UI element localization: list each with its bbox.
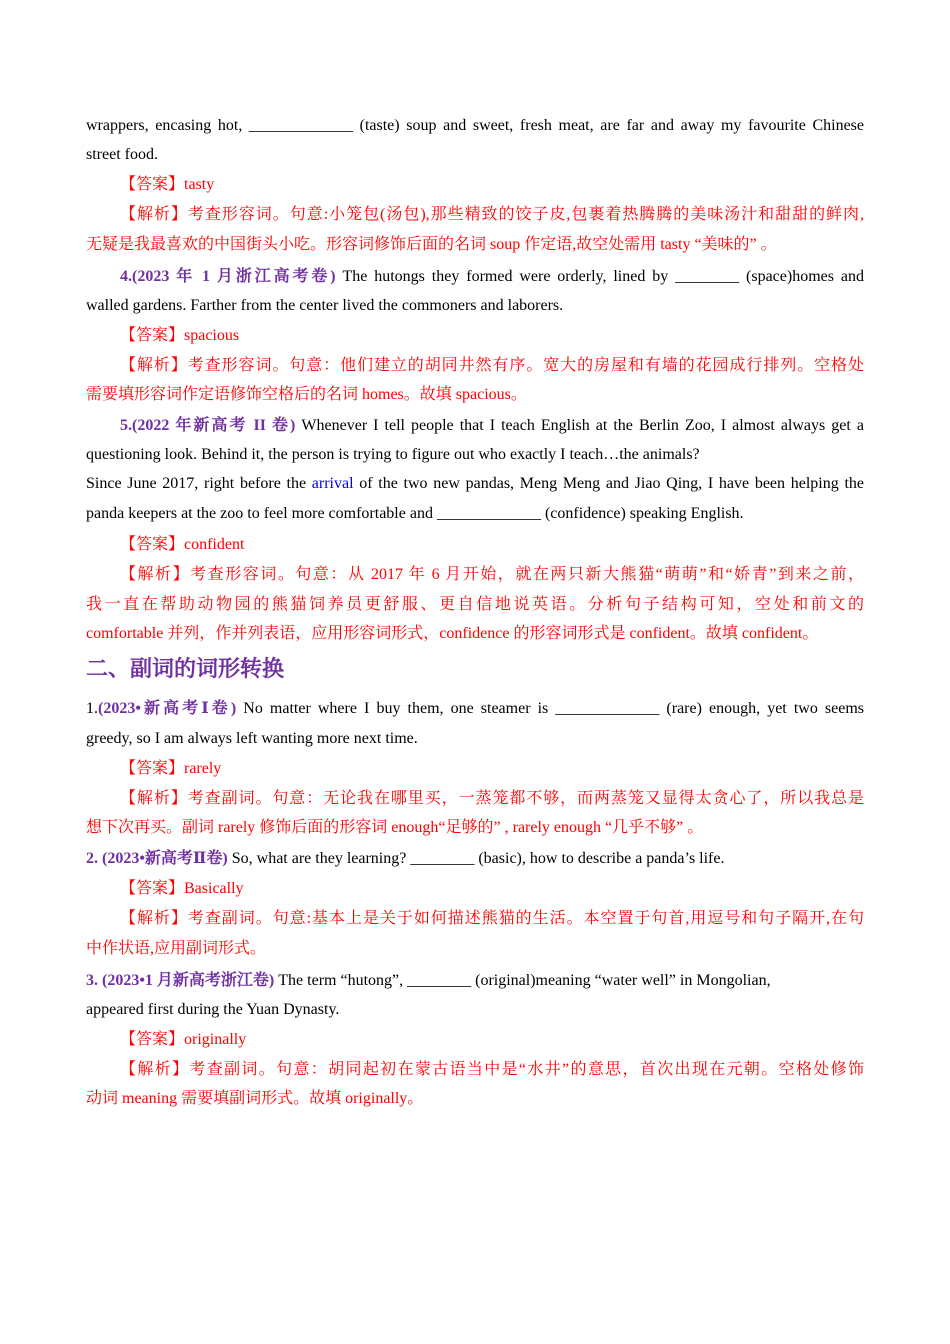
text-line [86,116,864,136]
answer-text: 【答案】spacious [120,327,240,344]
text-line [86,1089,864,1109]
question-text: greedy, so I am always left wanting more next time. [86,730,418,747]
question-text: panda keepers at the zoo to feel more comfortable and _____________ (confidence) speaking English. [86,505,744,522]
text-line [86,939,864,959]
text-line [120,326,864,346]
text-line [120,909,864,929]
answer-text: comfortable 并列，作并列表语，应用形容词形式，confidence 的形容词形式是 confident。故填 confident。 [86,625,819,642]
question-source: 5.(2022 年新高考 II 卷) [120,417,296,434]
question-source: 3. (2023•1 月新高考浙江卷) [86,972,275,989]
heading-text: 二、副词的词形转换 [86,657,285,682]
question-text: appeared first during the Yuan Dynasty. [86,1001,340,1018]
text-line [86,504,864,524]
answer-text: 【答案】Basically [120,880,244,897]
text-line [86,595,864,615]
text-line [86,729,864,749]
answer-text: 【解析】考查副词。句意:基本上是关于如何描述熊猫的生活。本空置于句首,用逗号和句子隔开,在句 [120,910,864,927]
answer-text: 【解析】考查形容词。句意：他们建立的胡同井然有序。宽大的房屋和有墙的花园成行排列。空格处 [120,357,864,374]
text-line [86,145,864,165]
text-line [86,235,864,255]
text-line [86,699,864,719]
answer-text: 需要填形容词作定语修饰空格后的名词 homes。故填 spacious。 [86,386,527,403]
question-text: 1. [86,700,98,717]
answer-text: 【解析】考查形容词。句意:小笼包(汤包),那些精致的饺子皮,包裹着热腾腾的美味汤汁和甜甜的鲜肉, [120,206,864,223]
text-line [120,267,864,287]
text-line [120,535,864,555]
answer-text: 【解析】考查形容词。句意：从 2017 年 6 月开始，就在两只新大熊猫“萌萌”和“娇青”到来之前， [120,566,864,583]
question-text: questioning look. Behind it, the person is trying to figure out who exactly I teach…the animals? [86,446,700,463]
question-text: Whenever I tell people that I teach English at the Berlin Zoo, I almost always get a [295,417,864,434]
text-line [120,759,864,779]
answer-text: 【解析】考查副词。句意：胡同起初在蒙古语当中是“水井”的意思，首次出现在元朝。空格处修饰 [120,1061,864,1078]
text-line [120,416,864,436]
text-line [120,356,864,376]
question-text: So, what are they learning? ________ (basic), how to describe a panda’s life. [227,850,725,867]
question-text: The hutongs they formed were orderly, lined by ________ (space)homes and [335,268,864,285]
text-line [86,849,864,869]
question-text: Since June 2017, right before the [86,475,312,492]
answer-text: 中作状语,应用副词形式。 [86,940,267,957]
answer-text: 我一直在帮助动物园的熊猫饲养员更舒服、更自信地说英语。分析句子结构可知，空处和前文的 [86,596,864,613]
question-text: The term “hutong”, ________ (original)meaning “water well” in Mongolian, [274,972,771,989]
text-line [120,789,864,809]
highlighted-word: arrival [311,475,354,492]
text-line [86,624,864,644]
question-text: of the two new pandas, Meng Meng and Jiao Qing, I have been helping the [353,475,864,492]
answer-text: 【解析】考查副词。句意：无论我在哪里买，一蒸笼都不够，而两蒸笼又显得太贪心了，所以我总是 [120,790,864,807]
question-text: walled gardens. Farther from the center lived the commoners and laborers. [86,297,564,314]
text-line [86,818,864,838]
answer-text: 【答案】confident [120,536,245,553]
answer-text: 想下次再买。副词 rarely 修饰后面的形容词 enough“足够的” , rarely enough “几乎不够” 。 [86,819,704,836]
text-line [86,1000,864,1020]
question-source: (2023•新高考Ⅰ卷) [98,700,237,717]
answer-text: 动词 meaning 需要填副词形式。故填 originally。 [86,1090,424,1107]
section-heading [86,657,864,683]
text-line [120,879,864,899]
answer-text: 【答案】rarely [120,760,222,777]
question-text: No matter where I buy them, one steamer is _____________ (rare) enough, yet two seems [236,700,864,717]
text-line [86,385,864,405]
answer-text: 【答案】tasty [120,176,215,193]
text-line [120,175,864,195]
text-line [120,1030,864,1050]
answer-text: 【答案】originally [120,1031,247,1048]
question-source: 4.(2023 年 1 月浙江高考卷) [120,268,336,285]
text-line [120,205,864,225]
answer-text: 无疑是我最喜欢的中国街头小吃。形容词修饰后面的名词 soup 作定语,故空处需用 tasty “美味的” 。 [86,236,777,253]
question-source: 2. (2023•新高考Ⅱ卷) [86,850,228,867]
text-line [86,474,864,494]
question-text: wrappers, encasing hot, _____________ (taste) soup and sweet, fresh meat, are far and away my favourite Chinese [86,117,864,134]
text-line [86,445,864,465]
question-text: street food. [86,146,158,163]
text-line [86,296,864,316]
text-line [120,565,864,585]
text-line [120,1060,864,1080]
text-line [86,971,864,991]
